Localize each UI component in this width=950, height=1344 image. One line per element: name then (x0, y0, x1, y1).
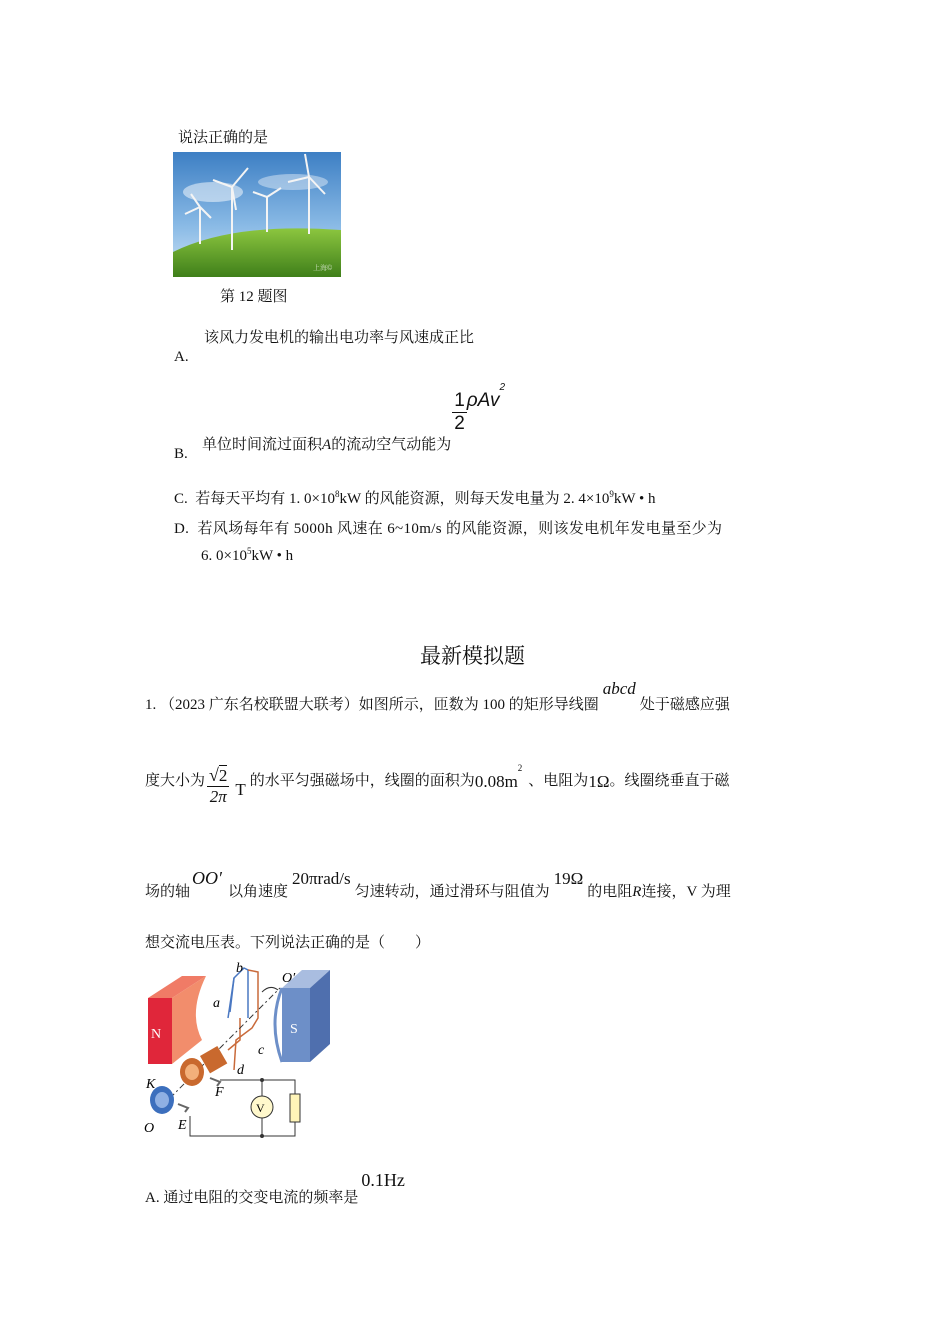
q12-option-b-text: 单位时间流过面积A的流动空气动能为 $\frac{1}{2}$ ρAv$^2$ (202, 381, 506, 453)
axis-label: OO′ (192, 868, 222, 888)
label-k: K (146, 1077, 156, 1092)
figure-caption: 第 12 题图 (220, 289, 288, 305)
q12-option-c: C. 若每天平均有 1. $0\times 10^8kW$ 的风能资源，则每天发电量为 2. $4\times 10^9kW$ • h (174, 489, 656, 507)
kinetic-energy-expr: ρAv (466, 389, 500, 411)
q12-option-a-text: 该风力发电机的输出电功率与风速成正比 (204, 330, 475, 346)
label-o: O (144, 1121, 155, 1136)
q1-line1: 1. （2023 广东名校联盟大联考）如图所示，匝数为 100 的矩形导线圈abcd处于磁感应强 (145, 679, 730, 713)
label-f: F (215, 1085, 224, 1100)
magnet-n-label: N (151, 1027, 162, 1042)
magnet-s-label: S (290, 1022, 298, 1037)
fraction-one-half: $\frac{1}{2}$ (454, 390, 465, 434)
label-e: E (178, 1118, 187, 1133)
coil-label-abcd: abcd (602, 679, 636, 698)
label-o-prime: O′ (282, 971, 296, 986)
label-b: b (236, 961, 243, 976)
q1-option-a: A. 通过电阻的交变电流的频率是0.1Hz (145, 1170, 405, 1206)
label-c: c (258, 1043, 265, 1058)
q12-option-d-line2: 6. $0\times 10^5kW$ • h (201, 546, 294, 564)
q12-option-d: D. 若风场每年有 5000h 风速在 6~10m/s 的风能资源，则该发电机年发电量至少为 (174, 521, 723, 537)
q12-stem-tail: 说法正确的是 (178, 130, 269, 146)
q12-option-a-letter: A. (174, 349, 189, 365)
label-a: a (213, 996, 220, 1011)
q1-line3: 场的轴OO′以角速度20πrad/s匀速转动，通过滑环与阻值为19Ω的电阻R连接，V 为理 (145, 868, 731, 900)
section-title: 最新模拟题 (420, 644, 525, 668)
label-d: d (237, 1063, 244, 1078)
watermark-text: 上海© (313, 265, 333, 272)
q1-line2: 度大小为 $\frac{√2}{2\pi}$ T 的水平匀强磁场中，线圈的面积为$0.08m^2$、电阻为1Ω。线圈绕垂直于磁 (145, 763, 730, 806)
q1-line4: 想交流电压表。下列说法正确的是（ ） (145, 935, 431, 951)
voltmeter-label: V (256, 1101, 265, 1115)
q12-option-b-letter: B. (174, 446, 188, 462)
generator-diagram (140, 958, 340, 1138)
wind-turbine-image (173, 152, 341, 277)
field-fraction: $\frac{√2}{2\pi}$ (209, 765, 228, 806)
